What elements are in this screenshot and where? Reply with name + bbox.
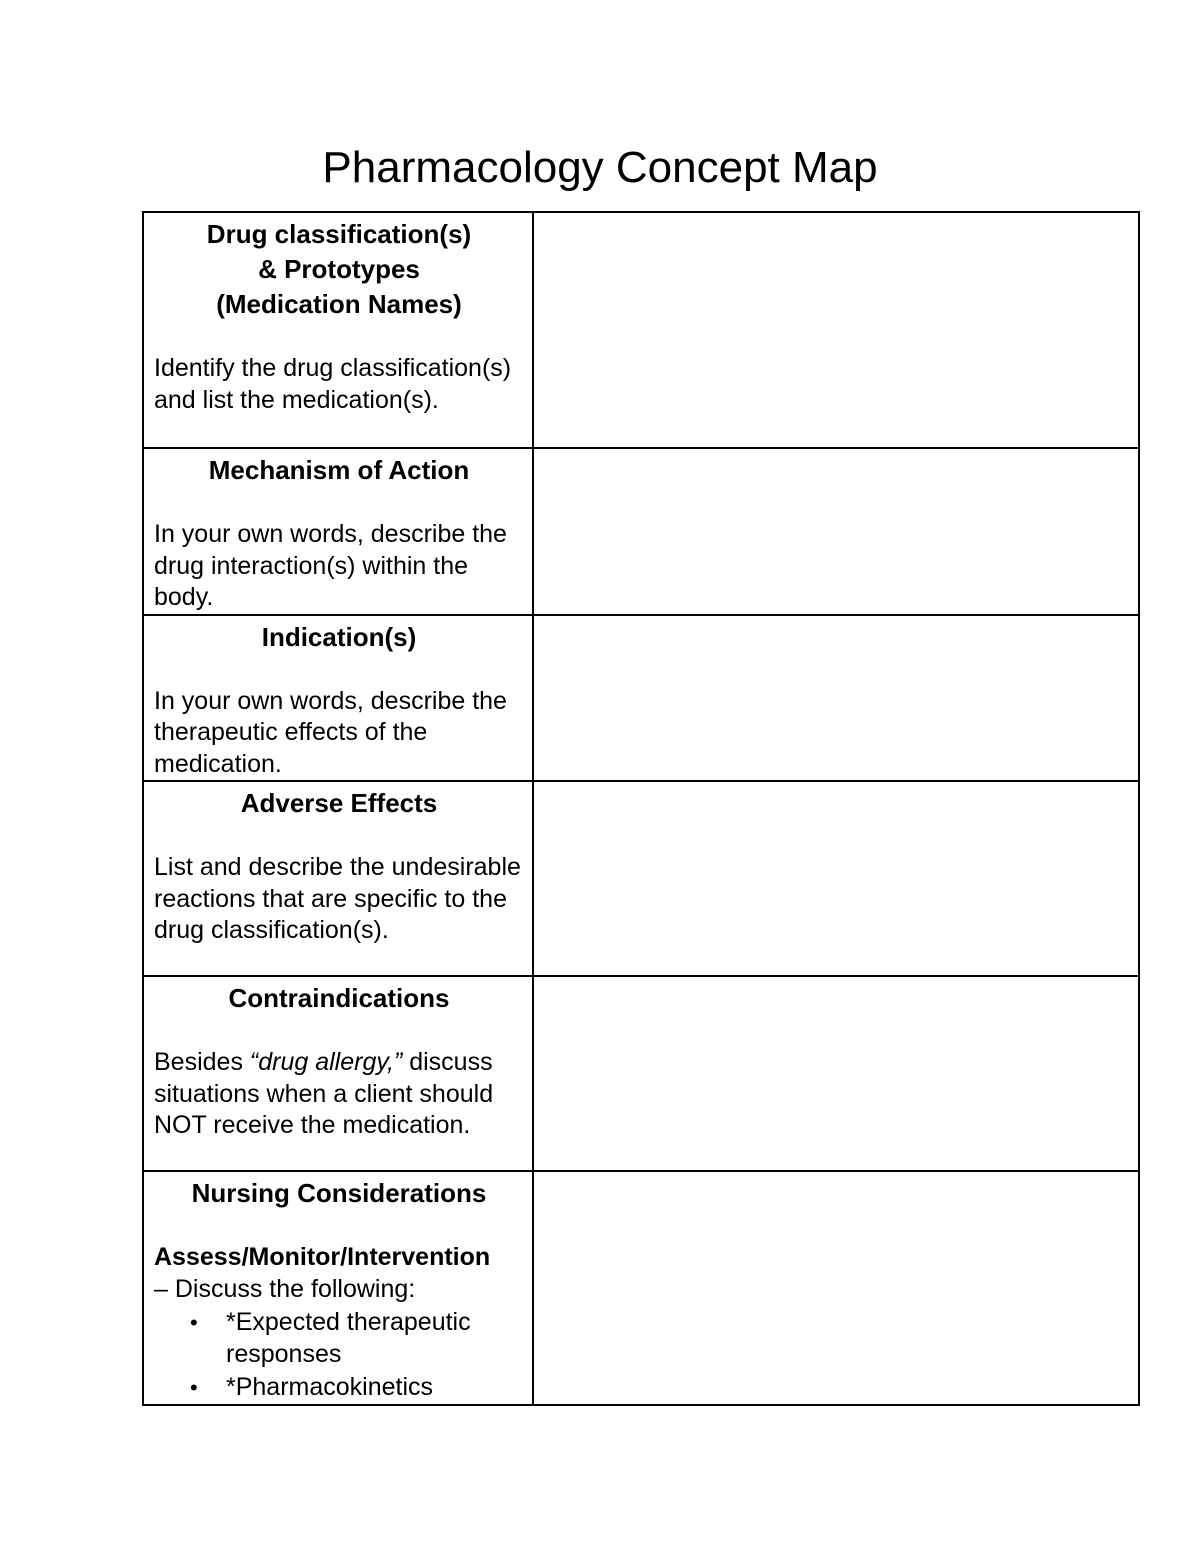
prompt-cell: [143, 976, 533, 1171]
description-text: Besides: [154, 1048, 250, 1076]
description-text: discuss situations when a client should NOT receive the medication.: [154, 1048, 494, 1139]
row-heading: Nursing Considerations: [191, 1178, 487, 1208]
row-contraindications: [143, 976, 1139, 1171]
heading-line: Drug classification(s): [206, 219, 472, 249]
prompt-cell: [143, 781, 533, 976]
prompt-cell: [143, 448, 533, 615]
row-description: In your own words, describe the therapeutic effects of the medication.: [154, 686, 507, 778]
answer-cell-mechanism-of-action[interactable]: [533, 448, 1139, 615]
bullet-text: *Pharmacokinetics: [226, 1373, 434, 1401]
row-description: List and describe the undesirable reactions that are specific to the drug classification(s).: [154, 853, 521, 944]
row-description: Identify the drug classification(s) and list the medication(s).: [154, 354, 512, 414]
answer-cell-nursing-considerations[interactable]: [533, 1171, 1139, 1405]
row-mechanism-of-action: [143, 448, 1139, 615]
page-title: Pharmacology Concept Map: [322, 143, 878, 192]
row-indications: [143, 615, 1139, 782]
bullet-list: [154, 1307, 524, 1404]
row-heading: Adverse Effects: [240, 788, 438, 818]
row-heading: Mechanism of Action: [208, 455, 470, 485]
bullet-item: [154, 1307, 524, 1370]
row-heading: [154, 217, 524, 322]
bullet-text: *Expected therapeutic responses: [226, 1308, 471, 1368]
prompt-cell: [143, 1171, 533, 1405]
row-description: – Discuss the following:: [154, 1274, 416, 1303]
bullet-item: [154, 1372, 524, 1404]
answer-cell-indications[interactable]: [533, 615, 1139, 782]
row-heading: Indication(s): [261, 621, 417, 652]
row-description: [154, 1047, 524, 1142]
heading-line: (Medication Names): [216, 289, 462, 319]
row-description: In your own words, describe the drug interaction(s) within the body.: [154, 520, 507, 611]
answer-cell-contraindications[interactable]: [533, 976, 1139, 1171]
bullet-icon: •: [190, 1310, 198, 1335]
row-heading: Contraindications: [228, 983, 450, 1013]
prompt-cell: [143, 212, 533, 448]
row-subheading: Assess/Monitor/Intervention: [154, 1243, 491, 1271]
row-nursing-considerations: [143, 1171, 1139, 1405]
prompt-cell: [143, 615, 533, 782]
answer-cell-drug-classification[interactable]: [533, 212, 1139, 448]
answer-cell-adverse-effects[interactable]: [533, 781, 1139, 976]
description-italic-text: “drug allergy,”: [249, 1048, 403, 1076]
bullet-icon: •: [190, 1375, 198, 1400]
row-drug-classification: [143, 212, 1139, 448]
concept-map-table: [142, 211, 1140, 1406]
row-adverse-effects: [143, 781, 1139, 976]
heading-line: & Prototypes: [258, 254, 420, 284]
